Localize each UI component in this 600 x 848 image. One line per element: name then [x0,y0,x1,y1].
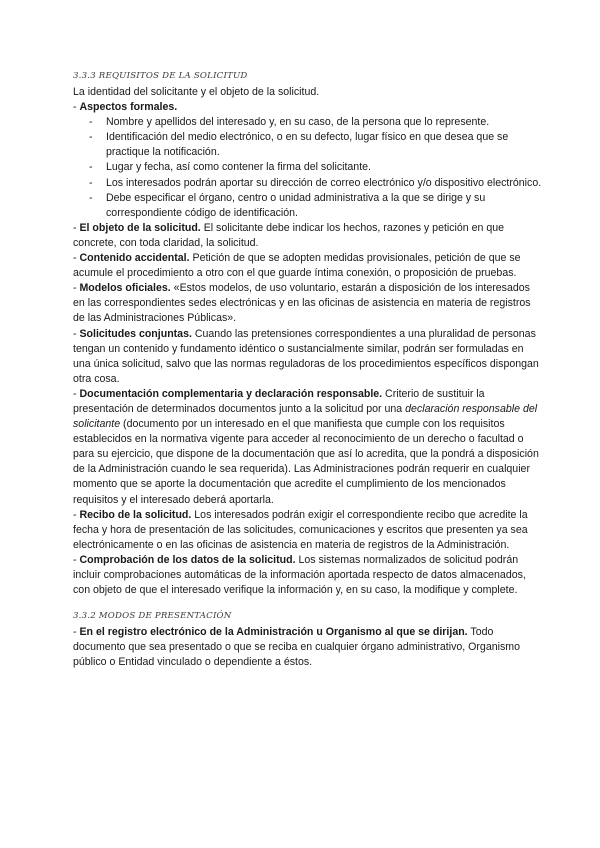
item-text: Los interesados podrán exigir el correspondiente recibo que acredite la fecha y hora de presentación de las solicitudes, comunicaciones y escritos que presenten ya sea electrónicamente o en las oficinas de asistencia en materia de registros de la Administración. [73,508,528,551]
item-solicitudes-conjuntas [73,327,544,387]
list-item: - Nombre y apellidos del interesado y, en su caso, de la persona que lo represente. [106,115,544,130]
dash: - [73,327,80,340]
item-text: (documento por un interesado en el que manifiesta que cumple con los requisitos establecidos en la normativa vigente para acceder al reconocimiento de un derecho o facultad o para su ejercicio, que dispone de la documentación que así lo acredita, que la pondrá a disposición de la Administración cuando le sea requerida). Las Administraciones podrán requerir en cualquier momento que se aporte la documentación que acredite el cumplimiento de los mencionados requisitos y el interesado deberá aportarla. [73,418,539,506]
aspectos-list [73,115,544,221]
item-title: Comprobación de los datos de la solicitud. [79,553,296,566]
dash: - [73,221,80,234]
item-registro-electronico [73,625,544,670]
item-text: Los sistemas normalizados de solicitud podrán incluir comprobaciones automáticas de la información aportada respecto de datos almacenados, con objeto de que el interesado verifique la información y, en su caso, la modifique y complete. [73,553,526,597]
item-text: El solicitante debe indicar los hechos, razones y petición en que concrete, con toda claridad, la solicitud. [73,221,505,249]
item-title: Aspectos formales. [79,101,178,114]
item-text: Criterio de sustituir la presentación de determinados documentos junto a la solicitud por una [73,387,485,415]
intro-paragraph: La identidad del solicitante y el objeto de la solicitud. [73,86,320,98]
dash: - [73,282,80,295]
item-modelos-oficiales [73,281,544,326]
list-item: - Los interesados podrán aportar su dirección de correo electrónico y/o dispositivo electrónico. [106,176,544,191]
item-text: Todo documento que sea presentado o que se reciba en cualquier órgano administrativo, Organismo público o Entidad vinculado o dependiente a éstos. [73,626,520,669]
dash: - [73,553,80,566]
dash: - [73,101,80,114]
item-contenido-accidental [73,251,544,281]
item-italic-term: declaración responsable del solicitante [73,402,538,431]
item-recibo [73,508,544,553]
dash: - [73,508,80,521]
item-title: Recibo de la solicitud. [79,508,192,521]
item-documentacion [73,387,544,508]
dash: - [73,626,80,639]
dash: - [73,387,80,400]
item-title: En el registro electrónico de la Administración u Organismo al que se dirijan. [79,626,468,639]
item-aspectos-formales [73,100,544,115]
list-item: - Debe especificar el órgano, centro o unidad administrativa a la que se dirige y su correspondiente código de identificación. [106,191,544,221]
list-item: - Identificación del medio electrónico, o en su defecto, lugar físico en que desea que se practique la notificación. [106,130,544,160]
item-title: Modelos oficiales. [79,282,171,295]
item-text: Petición de que se adopten medidas provisionales, petición de que se acumule el procedimiento a otro con el que guarde íntima conexión, o proposición de pruebas. [73,252,521,280]
item-title: Contenido accidental. [79,252,190,265]
item-title: El objeto de la solicitud. [79,221,201,234]
item-objeto [73,221,544,251]
item-title: Solicitudes conjuntas. [79,327,192,340]
list-item: - Lugar y fecha, así como contener la firma del solicitante. [106,160,544,175]
item-text: «Estos modelos, de uso voluntario, estarán a disposición de los interesados en las correspondientes sedes electrónicas y en las oficinas de asistencia en materia de registros de las Administraciones Públicas». [73,282,531,325]
dash: - [73,252,80,265]
item-comprobacion [73,553,544,598]
section-heading-modos: 3.3.2 MODOS DE PRESENTACIÓN [73,611,232,622]
item-text: Cuando las pretensiones correspondientes a una pluralidad de personas tengan un contenido y fundamento idéntico o sustancialmente similar, podrán ser formuladas en una única solicitud, salvo que las normas reguladoras de los procedimientos específicos dispongan otra cosa. [73,327,539,385]
section-heading-requisitos: 3.3.3 REQUISITOS DE LA SOLICITUD [73,71,248,81]
item-title: Documentación complementaria y declaración responsable. [79,387,383,400]
